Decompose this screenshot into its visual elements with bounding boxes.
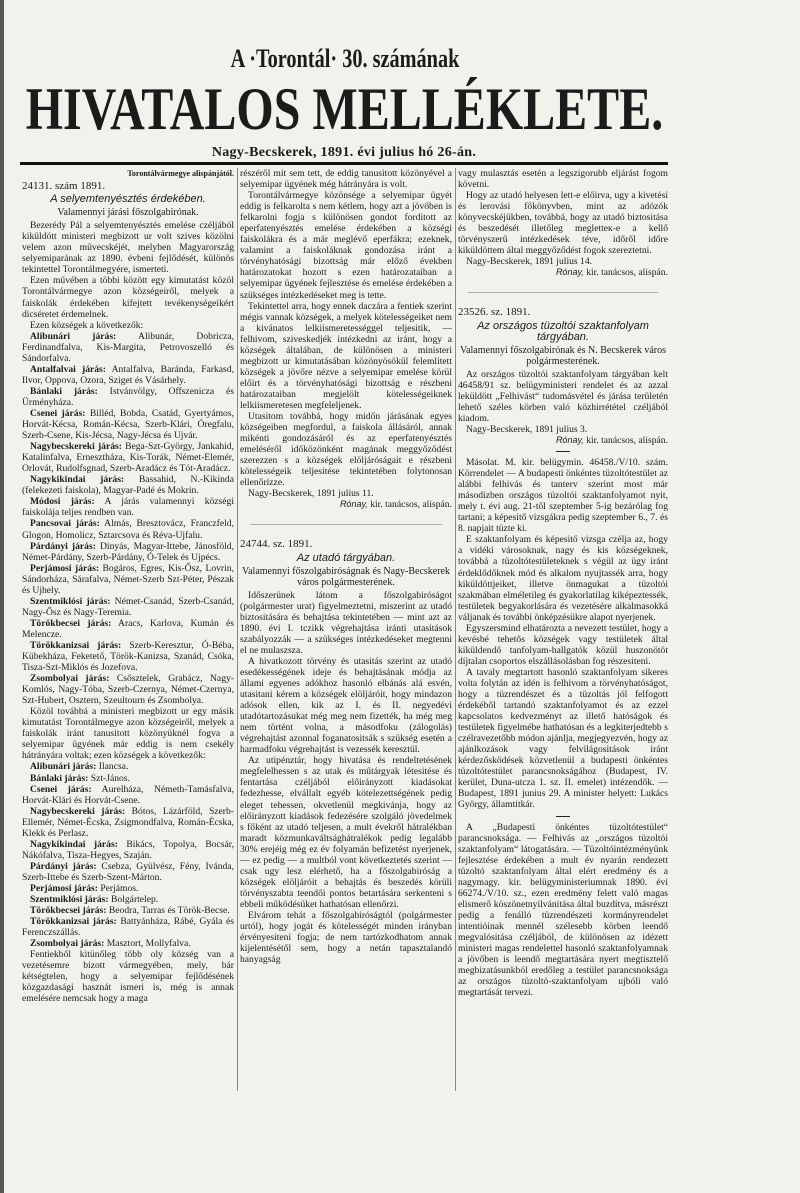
paragraph-text: E szaktanfolyam és képesitő vizsga czélja az, hogy a vidéki városoknak, nagy és kis községeknek, továbbá a tüzoltótestületeknek s végül az ügy iránt érdeklődőknek mód és alkalom nyujtassék arra, hogy kiküldöttjeiket, illetve önmagukat a tüzoltói szakmában elméletileg és gyakorlatilag kiképeztessék, testületek begyakorlására és vezetésére alkalmasokká váljanak és további önképzésükre alapot nyerjenek. — [458, 534, 668, 623]
paragraph — [458, 190, 668, 256]
paragraph-text: Istvánvölgy, Offszenicza és Ürményháza. — [22, 385, 234, 408]
district-name: Bánlaki járás: — [30, 385, 98, 397]
paragraph — [458, 457, 668, 534]
district-name: Nagykikindai járás: — [30, 838, 118, 850]
paragraph-text: Közöl továbbá a ministeri megbizott ur egy másik kimutatást Torontálmegye azon községeiről, melyek a faiskolák iránt tanusitott közönyüknél fogva a selyemipar ügyének már eddig is nem csekély hátrányára voltak; ezen községek a következők: — [22, 706, 234, 762]
district-name: Párdányi járás: — [30, 860, 97, 872]
district-name: Zsombolyai járás: — [30, 673, 110, 685]
masthead-rule — [20, 162, 668, 165]
notice-title — [458, 321, 668, 343]
paragraph — [240, 190, 452, 300]
paragraph-text: Szerb-Keresztur, Ó-Béba, Kübekháza, Feketető, Török-Kanizsa, Szanád, Csóka, Tisza-Szt-Miklós és Jozefova. — [22, 639, 234, 674]
paragraph-text: Ezen művében a többi között egy kimutatást közöl Torontálvármegye azon községeiről, melyek a faiskolák érdekében kifejtett tevékenységeikért dicséretet érdemelnek. — [22, 275, 234, 320]
paragraph — [22, 386, 234, 408]
paragraph-text: A selyemtenyésztés érdekében. — [50, 193, 206, 206]
paragraph-text: A hivatkozott törvény és utasitás szerint az utadó esedékességének ideje és behajtásának módja az állami egyenes adókhoz hasonló elbánás alá esvén, utasitani kérem a községek elöljáróit, hogy mindazon adósok ellen, kik az I. és II. negyedévi utadótartozásukat még meg nem fizették, ha még meg nem történt volna, a másodfoku (zálogolás) végrehajtást azonnal foganatositsák s szükség esetén a harmadfoku végrehajtást is vezessék keresztül. — [240, 655, 452, 756]
paragraph-text: Bassahid, N.-Kikinda (felekezeti faiskola), Magyar-Padé és Mokrin. — [22, 474, 234, 497]
paragraph — [458, 534, 668, 622]
source-line — [22, 168, 234, 179]
paragraph-text: 23526. sz. 1891. — [458, 306, 531, 319]
paragraph-text: 24131. szám 1891. — [22, 180, 106, 193]
paragraph-text: Csősztelek, Grabácz, Nagy-Komlós, Nagy-Tóba, Szerb-Czernya, Német-Czernya, Szt-Hubert, Osztern, Szeultourn és Zsombolya. — [22, 673, 234, 707]
paragraph-text: Billéd, Bobda, Csatád, Gyertyámos, Horvát-Kécsa, Román-Kécsa, Szerb-Klári, Óregfalu, Szerb-Csene, Kis-Jécsa, Nagy-Jécsa és Ujvár. — [22, 407, 234, 442]
paragraph — [240, 656, 452, 755]
paragraph — [22, 773, 234, 784]
paragraph — [22, 541, 234, 563]
column-divider — [237, 168, 238, 1091]
paragraph-text: Csebza, Gyülvész, Fény, Ivánda, Szerb-Ittebe és Szerb-Szent-Márton. — [22, 860, 234, 883]
paragraph — [22, 474, 234, 496]
paragraph — [22, 706, 234, 761]
masthead-title-text: HIVATALOS MELLÉKLETE. — [25, 76, 663, 142]
paragraph — [458, 623, 668, 667]
notice-title — [22, 194, 234, 205]
paragraph — [22, 784, 234, 806]
paragraph-text: Torontálvármegye alispánjától. — [127, 169, 234, 178]
paragraph-text: A „Budapesti önkéntes tüzoltótestület“ parancsnoksága. — Felhivás az „országos tüzoltói szaktanfolyam“ látogatására. — Tüzoltóintézményünk fejlesztése érdekében a mult év nyarán rendezett tüzoltó szaktanfolyam által elért eredmény és a nagymagy. kir. belügyministeriumnak 1890. évi 66274./V/10. sz., ezen eredmény felett való magas elismerő köszönetnyilvánitása által buzdítva, másrészt pedig a fenálló tüzrendészeti kormányrendelet intentióinak mennél szélesebb körben leendő megvalósitása czéljából, de különösen az idézett ministeri magas rendelettel hasonló szaktanfolyamnak a jövőben is leendő megtartására nyert megtisztelő megbizatásunkból eredőleg a testület parancsnoksága az országos tüzoltó-szaktanfolyam ujbóli való megtartását tervezi. — [458, 821, 668, 999]
paragraph — [22, 806, 234, 839]
paragraph-text: 24744. sz. 1891. — [240, 538, 313, 551]
paragraph — [22, 331, 234, 364]
paragraph-continued — [458, 168, 668, 190]
scan-edge — [0, 0, 4, 1193]
paragraph — [22, 408, 234, 441]
paragraph-text: Időszerünek látom a főszolgabiróságot (polgármester urat) figyelmeztetni, miszerint az utadó biztositására és behajtása tekintetében — mint azt az 1890. évi I. tczikk végrehajtása iránti utasitások szabályozzák — a szükséges intézkedéseket megtenni el ne mulaszsza. — [240, 589, 452, 656]
district-name: Pancsovai járás: — [30, 518, 100, 530]
paragraph — [22, 320, 234, 331]
paragraph-text: Masztort, Mollyfalva. — [104, 938, 191, 950]
column-divider — [455, 168, 456, 1091]
paragraph-text: kir. tanácsos, alispán. — [367, 499, 452, 511]
paragraph-text: Az országos tüzoltói szaktanfolyam tárgyában kelt 46458/91 sz. belügyministeri rendelet és az azzal leküldött „Felhivást“ tudomásvétel és járása területén lehető széles körben való közhirrététel czéljából kiadom. — [458, 368, 668, 424]
signature — [240, 499, 452, 510]
paragraph-text: Aracs, Karlova, Kumán és Melencze. — [22, 617, 234, 640]
paragraph — [22, 220, 234, 275]
paragraph-text: Bezerédy Pál a selyemtenyésztés emelése czéljából kiküldött ministeri megbizott ur volt szives közölni velem azon művecskéjét, melyben Magyarország selyemiparának az 1890. évbeni fejlődését, különös tekintettel Torontálmegyére, ismerteti. — [22, 220, 234, 276]
signature — [458, 267, 668, 278]
district-name: Alibunári járás: — [30, 761, 97, 773]
notice-number — [240, 539, 452, 550]
paragraph — [22, 441, 234, 474]
paragraph-text: Bótos, Lázárföld, Szerb-Ellemér, Német-Écska, Zsigmondfalva, Román-Écska, Klekk és Perlasz. — [22, 805, 234, 839]
paragraph — [22, 563, 234, 596]
paragraph-text: Aurelháza, Németh-Tamásfalva, Horvát-Klári és Horvát-Csene. — [22, 783, 234, 806]
district-name: Alibunári járás: — [30, 330, 117, 342]
paragraph-text: Bogáros, Egres, Kis-Ősz, Lovrin, Sándorháza, Sárafalva, Német-Szerb Szt-Péter, Pészak és Ujhely. — [22, 562, 234, 596]
paragraph — [22, 518, 234, 540]
paragraph-text: Nagy-Becskerek, 1891 julius 14. — [466, 256, 593, 268]
paragraph — [240, 301, 452, 411]
paragraph — [458, 667, 668, 811]
column-3 — [458, 168, 668, 998]
column-2 — [240, 168, 452, 965]
paragraph-text: Valamennyi járási főszolgabirónak. — [57, 207, 199, 219]
paragraph — [22, 949, 234, 1004]
paragraph-text: Az országos tüzoltói szaktanfolyam tárgyában. — [477, 319, 649, 343]
paragraph-text: Ilancsa. — [96, 761, 129, 773]
dateline-signature-date — [458, 424, 668, 435]
paragraph-text: Battyánháza, Rábé, Gyála és Ferenczszállás. — [22, 916, 234, 939]
paragraph — [22, 496, 234, 518]
paragraph — [458, 822, 668, 999]
district-name: Törökbecsei járás: — [30, 905, 107, 917]
signature — [458, 435, 668, 446]
paragraph-text: Másolat. M. kir. belügymin. 46458./V/10. szám. Körrendelet — A budapesti önkéntes tüzoltótestület az alábbi felhivás és tanterv szerint most már másodizben országos tüzoltói szaktanfolyamot nyit, mely t. évi aug. 21-től szeptember 5-ig bezárólag fog tartani; a képesitő vizsgákra pedig szeptember 6., 7. és 8. napjait tüzte ki. — [458, 457, 668, 535]
district-name: Törökkanizsai járás: — [30, 639, 122, 651]
paragraph — [458, 369, 668, 424]
paragraph — [22, 761, 234, 772]
district-name: Szentmiklósi járás: — [30, 894, 109, 906]
paragraph-text: Torontálvármegye közönsége a selyemipar ügyét eddig is felkarolta s nem kétlem, hogy azt a jövőben is felkarolni fogja s különösen gondot forditott az eperfatenyésztés emelése érdekében a községi faiskolákra és a már meglévő eperfákra; ezeknek, valamint a faiskoláknak gondozása iránt a törvényhatósági bizottság már előző években határozatokat hozott s ezen határozataiban a selyemipar ügyének fejlesztése és emelése érdekében a szükséges intézkedéseket meg is tette. — [240, 190, 452, 301]
district-name: Csenei járás: — [30, 407, 86, 419]
dateline-signature-date — [240, 488, 452, 499]
paragraph-text: Bolgártelep. — [108, 894, 159, 906]
paragraph — [22, 938, 234, 949]
paragraph-text: Bikács, Topolya, Bocsár, Nákófalva, Tisza-Hegyes, Szaján. — [22, 838, 235, 861]
paragraph-text: A járás valamennyi községi faiskolája teljes rendben van. — [22, 496, 234, 519]
notice-number — [458, 307, 668, 318]
paragraph — [22, 883, 234, 894]
paragraph-text: Az utadó tárgyában. — [296, 551, 396, 564]
paragraph-text: Almás, Bresztovácz, Franczfeld, Glogon, Homolicz, Sztarcsova és Réva-Ujfalu. — [22, 518, 234, 541]
article-separator — [250, 524, 442, 525]
paragraph — [22, 894, 234, 905]
paragraph-text: Bega-Szt-György, Jankahid, Katalinfalva, Ernesztháza, Kis-Torák, Német-Elemér, Orlovát, Rudolfsgnad, Szerb-Aradácz és Tót-Aradácz. — [22, 441, 234, 475]
paragraph-text: Perjámos. — [97, 883, 139, 894]
district-name: Antalfalvai járás: — [30, 363, 106, 375]
notice-title — [240, 553, 452, 564]
district-name: Párdányi járás: — [30, 540, 96, 552]
paragraph-text: Egyszersmind elhatározta a nevezett testület, hogy a kevésbé tehetős községek vagy testületek által kiküldendő tanfolyam-hallgatók közül huszonötöt díjtalan csoportos elszállásolásban fog részesiteni. — [458, 622, 668, 667]
district-name: Nagykikindai járás: — [30, 474, 125, 486]
district-name: Nagybecskereki járás: — [30, 805, 126, 817]
paragraph-text: Nagy-Becskerek, 1891 julius 11. — [248, 488, 374, 500]
paragraph-text: Nagy-Becskerek, 1891 julius 3. — [466, 423, 588, 435]
addressee — [458, 345, 668, 367]
signatory-name: Rónay, — [555, 434, 584, 445]
column-1 — [22, 168, 234, 1005]
paragraph — [22, 673, 234, 706]
paragraph-text: A tavaly megtartott hasonló szaktanfolyam sikeres volta folytán az idén is felhivom a törvényhatóságot, hogy a tüzrendészet és a tüzoltás jól felfogott érdekéből tartandó szaktanfolyamot és az ezzel kapcsolatos kedvezményt az illető hatóságok és testületek figyelmébe hathatósan és a legkiterjedtebb s czélravezetőbb módon ajánlja, megjegyezvén, hogy az ajánlkozások vagy felvilágositások iránt kérdezősködések közvetlenül a budapesti önkéntes tüzoltótestület parancsnokságához (Budapest, IV. kerület, Duna-utcza 1. sz. II. emelet) intézendők. — Budapest, 1891 junius 29. A minister helyett: Lukács György, államtitkár. — [458, 666, 668, 811]
district-name: Bánlaki járás: — [30, 772, 89, 784]
notice-number — [22, 181, 234, 192]
dateline-signature-date — [458, 256, 668, 267]
paragraph-text: Az utipénztár, hogy hivatása és rendeltetésének megfelelhessen s az utak és műtárgyak létesitése és fentartása czéljából előirányzott kiadásokat fedezhesse, elvállalt egyéb kötelezettségének pedig eleget tehessen, okvetlenül megkivánja, hogy az előirányzott kiadások fedezésére szolgáló jövedelmek s főként az utadó teljesen, a mult évekről hátralékban maradt közmunkaváltsághátralékok pedig legalább 30% erejéig még ez év folyamán befizetést nyerjenek, — ez pedig — a multból vont következtetés szerint — csak ugy lesz elérhető, ha a főszolgabiróság a községek elöljáróit a behajtás és beszedés körüli törvényszabta teendői pontos betartására serkenteni s ebbeli működésüket hathatósan ellenőrzi. — [240, 755, 452, 910]
paragraph — [22, 640, 234, 673]
addressee — [22, 207, 234, 218]
section-dash — [556, 451, 570, 452]
issue-kicker: A ·Torontál· 30. számának — [230, 44, 460, 73]
district-name: Szentmiklósi járás: — [30, 595, 111, 607]
paragraph — [240, 755, 452, 910]
paragraph-text: Fentiekből kitünőleg több oly község van a vezetésemre bizott vármegyében, mely, bár kétségtelen, hogy a selyemipar fejlődésének közgazdasági hasznát ismeri is, még is annak emelésére nemcsak hogy a maga — [22, 949, 234, 1005]
paragraph-text: Utasitom továbbá, hogy midőn járásának egyes községeiben megfordul, a faiskola állásáról, annak mikénti gondozásáról és az eperfatenyésztés emeléséről időközönként magának meggyőződést szerezzen s a községek elöljáróságait e részbeni kötelességeik teljesitése tekintetében folytonosan ellenőrizze. — [240, 411, 452, 489]
paragraph — [240, 910, 452, 965]
district-name: Módosi járás: — [30, 496, 95, 508]
dateline: Nagy-Becskerek, 1891. évi julius hó 26-án. — [211, 145, 477, 160]
paragraph-text: kir. tanácsos, alispán. — [583, 434, 668, 446]
district-name: Zsombolyai járás: — [30, 938, 105, 950]
paragraph — [240, 590, 452, 656]
paragraph-text: Hogy az utadó helyesen lett-e előirva, ugy a kivetési és lerovási főkönyvben, mint az adózók könyvecskéjükben, továbbá, hogy az utadó biztositása és beszedését illetőleg megletteк-e a kellő törvényszerű intézkedések téve, időről időre kiküldöttem által meggyőződést fogok szereztetni. — [458, 190, 668, 257]
article-separator — [468, 292, 658, 293]
paragraph — [22, 275, 234, 319]
paragraph — [22, 618, 234, 640]
paragraph — [22, 596, 234, 618]
district-name: Törökbecsei járás: — [30, 617, 112, 629]
district-name: Csenei járás: — [30, 783, 92, 795]
paragraph — [240, 411, 452, 488]
paragraph — [22, 364, 234, 386]
paragraph — [22, 839, 234, 861]
paragraph-text: Német-Csanád, Szerb-Csanád, Nagy-Ősz és Nagy-Teremia. — [22, 595, 234, 618]
paragraph-text: Tekintettel arra, hogy ennek daczára a fentiek szerint mégis vannak községek, a melyek kötelességeiket nem a kivánatos lelkiismeretességgel teljesitik, — felhivom, sziveskedjék intézkedni az iránt, hogy a községek általában, de különösen a ministeri megbizott ur kimutatásában közönyösökül felemlitett községek a jövőre nézve a selyemipar emelése körül előirt és a törvényhatósági bizottság e részbeni határozataiban megjelölt kötelességeiknek lelkiismeretesen megfeleljenek. — [240, 300, 452, 411]
paragraph — [22, 916, 234, 938]
paragraph-text: kir. tanácsos, alispán. — [583, 267, 668, 279]
district-name: Perjámosi járás: — [30, 562, 100, 574]
paragraph-text: Valamennyi főszolgabirónak és N. Becskerek város polgármesterének. — [459, 344, 667, 367]
paragraph-continued — [240, 168, 452, 190]
paragraph-text: Ezen községek a következők: — [30, 319, 144, 331]
paragraph-text: Beodra, Tarras és Török-Becse. — [106, 905, 230, 917]
paragraph-text: Dinyás, Magyar-Ittebe, Jánosföld, Német-Párdány, Szerb-Párdány, Ó-Telek és Ujpécs. — [22, 540, 234, 563]
district-name: Perjámosi járás: — [30, 883, 98, 894]
district-name: Törökkanizsai járás: — [30, 916, 117, 928]
paragraph-text: vagy mulasztás esetén a legszigorubb eljárást fogom követni. — [458, 168, 668, 191]
paragraph-text: Elvárom tehát a főszolgabiróságtól (polgármester urtól), hogy jogát és kötelességét minden irányban érvényesiteni fogja; de nem tartózkodhatom annak kijelentésétől sem, hogy a netán tapasztalandó hanyagság — [240, 910, 452, 966]
paragraph — [22, 861, 234, 883]
signatory-name: Rónay, — [339, 499, 368, 510]
masthead-title — [20, 78, 668, 140]
paragraph — [22, 905, 234, 916]
paragraph-text: részéről mit sem tett, de eddig tanusitott közönyével a selyemipar ügyének még hátrányára is volt. — [240, 168, 452, 191]
section-dash — [556, 816, 570, 817]
paragraph-text: Valamennyi főszolgabiróságnak és Nagy-Becskerek város polgármesterének. — [242, 565, 450, 588]
paragraph-text: Antalfalva, Baránda, Farkasd, Ilvor, Oppova, Ozora, Sziget és Vásárhely. — [22, 363, 234, 386]
signatory-name: Rónay, — [555, 267, 584, 278]
district-name: Nagybecskereki járás: — [30, 441, 122, 453]
paragraph-text: Alibunár, Dobricza, Ferdinandfalva, Kis-Margita, Petrovoszelló és Sándorfalva. — [22, 330, 234, 364]
paragraph-text: Szt-János. — [88, 772, 130, 784]
addressee — [240, 566, 452, 588]
